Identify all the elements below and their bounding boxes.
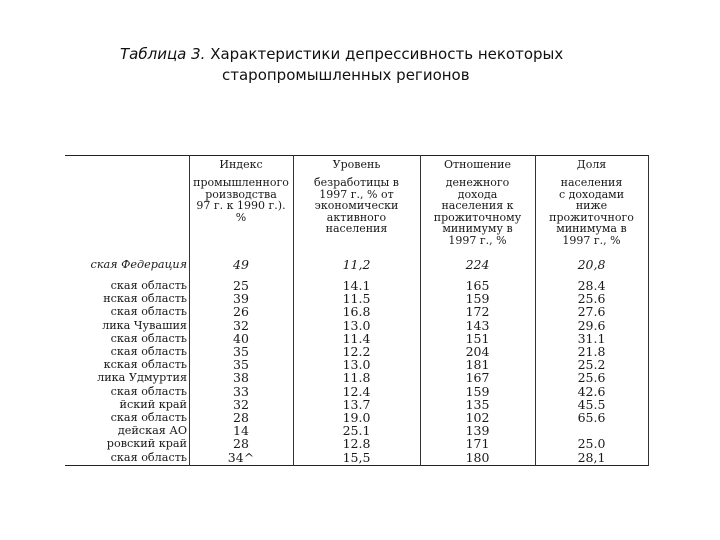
region-name: ская область <box>110 345 187 359</box>
federation-income-ratio: 224 <box>465 257 490 272</box>
cell: 181 <box>465 357 490 373</box>
federation-index: 49 <box>233 257 249 272</box>
cell: 33 <box>233 383 249 399</box>
cell: 11.8 <box>342 370 371 386</box>
region-name: кская область <box>103 358 187 372</box>
cell: 13.0 <box>342 317 371 333</box>
region-name: лика Удмуртия <box>97 371 187 385</box>
header-poverty-share: Доля населения с доходами ниже прожиточного минимума в 1997 г., % <box>549 159 634 247</box>
region-name: ская область <box>110 411 187 425</box>
cell: 11.4 <box>342 330 371 346</box>
federation-name: ская Федерация <box>90 258 187 271</box>
cell: 32 <box>233 396 249 412</box>
federation-unemployment: 11,2 <box>342 257 371 272</box>
index-column <box>189 279 293 464</box>
cell: 14.1 <box>342 278 371 293</box>
data-table <box>65 155 649 467</box>
cell: 35 <box>233 357 249 373</box>
cell: 28 <box>233 436 249 452</box>
title-line-1 <box>120 44 563 65</box>
cell: 25.6 <box>577 370 606 386</box>
table-top-rule <box>65 155 649 156</box>
table-number: Таблица 3. <box>120 45 206 63</box>
cell: 35 <box>233 344 249 360</box>
region-name: нская область <box>103 292 187 306</box>
region-name: ская область <box>110 331 187 345</box>
cell: 28 <box>233 410 249 426</box>
cell: 28.4 <box>577 278 606 293</box>
cell: 165 <box>465 278 490 293</box>
cell: 12.8 <box>342 436 371 452</box>
income-ratio-column <box>420 279 535 464</box>
cell: 16.8 <box>342 304 371 320</box>
cell: 12.2 <box>342 344 371 360</box>
region-name: дейская АО <box>117 424 187 438</box>
cell: 180 <box>465 449 490 465</box>
region-names-column <box>65 279 187 464</box>
cell: 39 <box>233 291 249 307</box>
cell: 143 <box>465 317 490 333</box>
cell: 159 <box>465 383 490 399</box>
cell: 26 <box>233 304 249 320</box>
cell: 21.8 <box>577 344 606 360</box>
column-divider <box>648 155 649 466</box>
federation-poverty-share: 20,8 <box>577 257 606 272</box>
cell: 31.1 <box>577 330 606 346</box>
cell: 25.2 <box>577 357 606 373</box>
cell: 13.0 <box>342 357 371 373</box>
cell: 25.1 <box>342 423 371 439</box>
cell: 171 <box>465 436 490 452</box>
cell: 15,5 <box>342 449 371 465</box>
header-income-ratio: Отношение денежного дохода населения к прожиточному минимуму в 1997 г., % <box>433 159 522 247</box>
region-name: лика Чувашия <box>102 318 187 332</box>
title-line-2: старопромышленных регионов <box>222 66 470 84</box>
cell: 12.4 <box>342 383 371 399</box>
cell: 151 <box>465 330 490 346</box>
cell: 159 <box>465 291 490 307</box>
cell: 25.0 <box>577 436 606 452</box>
cell: 38 <box>233 370 249 386</box>
cell: 139 <box>465 423 490 439</box>
poverty-share-column <box>535 279 648 464</box>
cell: 40 <box>233 330 249 346</box>
cell: 32 <box>233 317 249 333</box>
cell: 27.6 <box>577 304 606 320</box>
header-production-index: Индекс промышленного роизводства 97 г. к 1990 г.). % <box>193 159 289 224</box>
cell: 13.7 <box>342 396 371 412</box>
cell: 102 <box>465 410 490 426</box>
table-bottom-rule <box>65 465 649 466</box>
region-name: йский край <box>119 397 187 411</box>
header-unemployment: Уровень безработицы в 1997 г., % от экономически активного населения <box>314 159 399 235</box>
cell: 204 <box>465 344 490 360</box>
cell: 25 <box>233 278 249 293</box>
cell: 167 <box>465 370 490 386</box>
cell: 14 <box>233 423 249 439</box>
cell: 28,1 <box>577 449 606 465</box>
cell: 11.5 <box>342 291 371 307</box>
cell: 34^ <box>227 449 255 465</box>
cell: 45.5 <box>577 396 606 412</box>
cell: 65.6 <box>577 410 606 426</box>
region-name: ровский край <box>106 437 187 451</box>
region-name: ская область <box>110 384 187 398</box>
title-text: Характеристики депрессивность некоторых <box>210 45 564 63</box>
cell: 29.6 <box>577 317 606 333</box>
unemployment-column <box>293 279 420 464</box>
cell: 42.6 <box>577 383 606 399</box>
region-name: ская область <box>110 450 187 464</box>
region-name: ская область <box>110 279 187 292</box>
cell: 25.6 <box>577 291 606 307</box>
cell: 172 <box>465 304 490 320</box>
region-name: ская область <box>110 305 187 319</box>
cell: 19.0 <box>342 410 371 426</box>
cell: 135 <box>465 396 490 412</box>
